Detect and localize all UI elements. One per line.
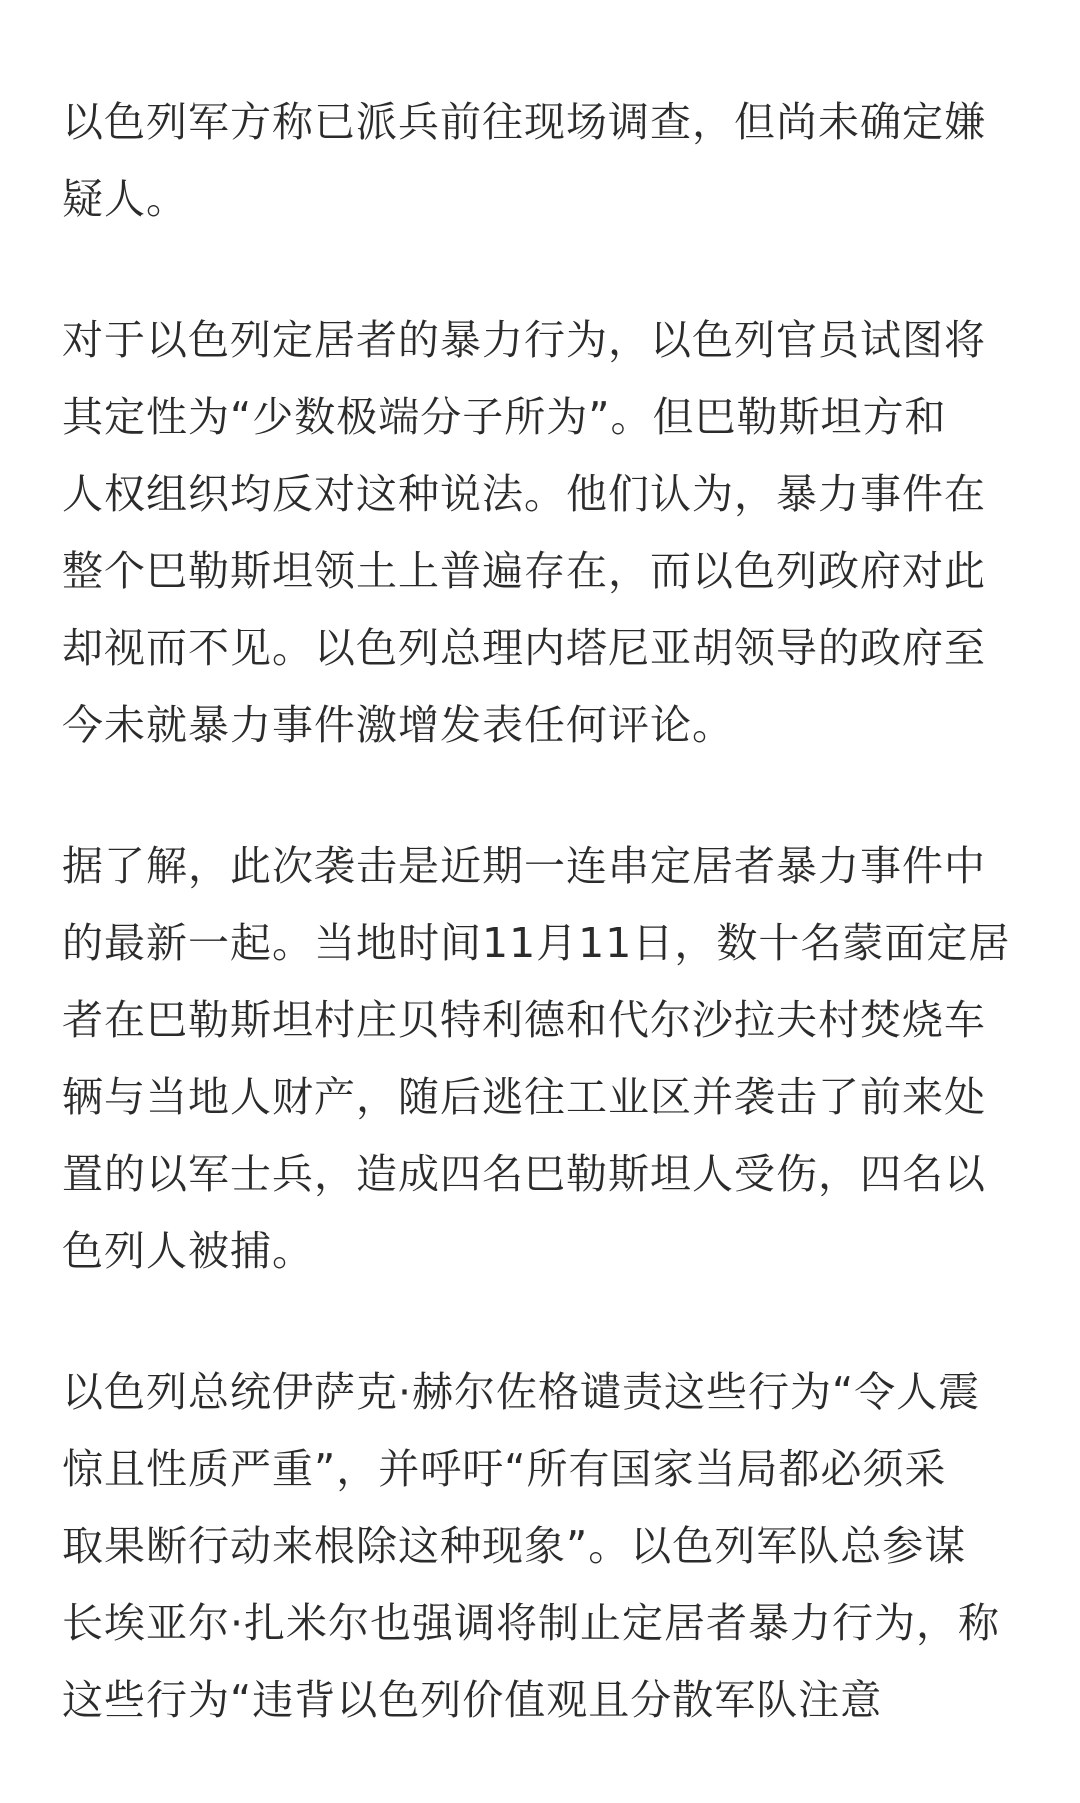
text-line: 惊且性质严重”，并呼吁“所有国家当局都必须采: [62, 1445, 947, 1493]
article-body: [62, 84, 1020, 1803]
text-line: 这些行为“违背以色列价值观且分散军队注意: [62, 1676, 883, 1724]
text-line: 置的以军士兵，造成四名巴勒斯坦人受伤，四名以: [62, 1150, 986, 1198]
paragraph-3: [62, 828, 1020, 1290]
paragraph-2: [62, 302, 1020, 764]
text-line: 人权组织均反对这种说法。他们认为，暴力事件在: [62, 470, 986, 518]
text-line: 整个巴勒斯坦领土上普遍存在，而以色列政府对此: [62, 547, 986, 595]
text-line: 以色列军方称已派兵前往现场调查，但尚未确定嫌: [62, 98, 986, 146]
text-line: 辆与当地人财产，随后逃往工业区并袭击了前来处: [62, 1073, 986, 1121]
text-line: 取果断行动来根除这种现象”。以色列军队总参谋: [62, 1522, 967, 1570]
text-line: 的最新一起。当地时间11月11日，数十名蒙面定居: [62, 919, 1011, 967]
text-line: 长埃亚尔·扎米尔也强调将制止定居者暴力行为，称: [62, 1599, 1001, 1647]
text-line: 据了解，此次袭击是近期一连串定居者暴力事件中: [62, 842, 986, 890]
paragraph-4: [62, 1354, 1020, 1739]
text-line: 色列人被捕。: [62, 1227, 314, 1275]
text-line: 者在巴勒斯坦村庄贝特利德和代尔沙拉夫村焚烧车: [62, 996, 986, 1044]
text-line: 却视而不见。以色列总理内塔尼亚胡领导的政府至: [62, 624, 986, 672]
text-line: 对于以色列定居者的暴力行为，以色列官员试图将: [62, 316, 986, 364]
paragraph-1: [62, 84, 1020, 238]
text-line: 今未就暴力事件激增发表任何评论。: [62, 701, 734, 749]
text-line: 其定性为“少数极端分子所为”。但巴勒斯坦方和: [62, 393, 947, 441]
text-line: 疑人。: [62, 175, 188, 223]
text-line: 以色列总统伊萨克·赫尔佐格谴责这些行为“令人震: [62, 1368, 981, 1416]
